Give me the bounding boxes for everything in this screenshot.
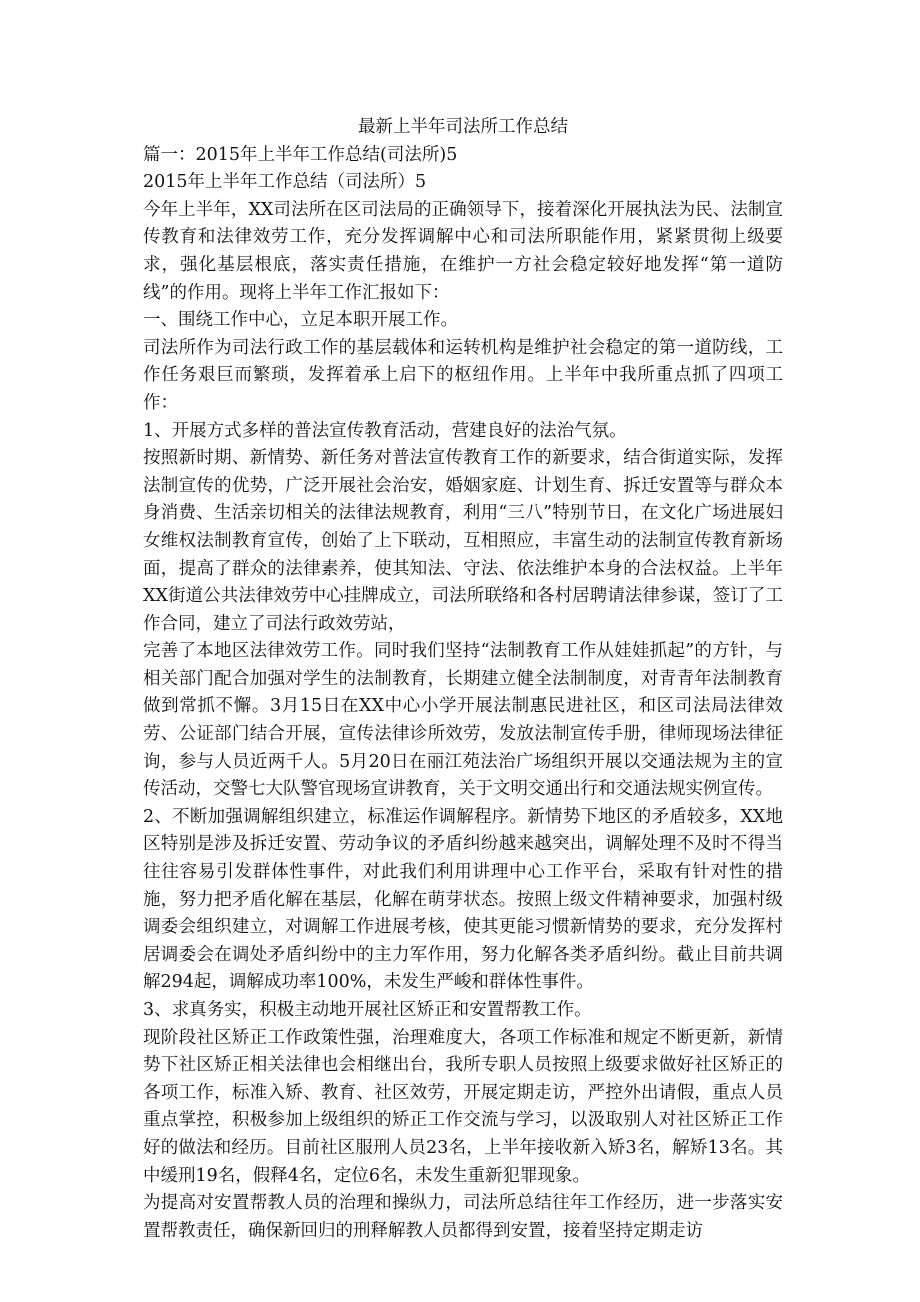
document-title: 最新上半年司法所工作总结	[358, 117, 568, 137]
body-paragraph: 司法所作为司法行政工作的基层载体和运转机构是维护社会稳定的第一道防线，工作任务艰巨而繁琐，发挥着承上启下的枢纽作用。上半年中我所重点抓了四项工作：	[143, 337, 783, 413]
body-paragraph: 按照新时期、新情势、新任务对普法宣传教育工作的新要求，结合街道实际，发挥法制宣传的优势，广泛开展社会治安，婚姻家庭、计划生育、拆迁安置等与群众本身消费、生活亲切相关的法律法规教育，利用“三八”特别节日，在文化广场进展妇女维权法制教育宣传，创始了上下联动，互相照应，丰富生动的法制宣传教育新场面，提高了群众的法律素养，使其知法、守法、依法维护本身的合法权益。上半年XX街道公共法律效劳中心挂牌成立，司法所联络和各村居聘请法律参谋，签订了工作合同，建立了司法行政效劳站，	[143, 448, 783, 634]
body-paragraph: 完善了本地区法律效劳工作。同时我们坚持“法制教育工作从娃娃抓起”的方针，与相关部门配合加强对学生的法制教育，长期建立健全法制制度，对青青年法制教育做到常抓不懈。3月15日在XX中心小学开展法制惠民进社区，和区司法局法律效劳、公证部门结合开展，宣传法律诊所效劳，发放法制宣传手册，律师现场法律征询，参与人员近两千人。5月20日在丽江苑法治广场组织开展以交通法规为主的宣传活动，交警七大队警官现场宣讲教育，关于文明交通出行和交通法规实例宣传。	[143, 641, 783, 800]
body-paragraph: 现阶段社区矫正工作政策性强，治理难度大，各项工作标准和规定不断更新，新情势下社区矫正相关法律也会相继出台，我所专职人员按照上级要求做好社区矫正的各项工作，标准入矫、教育、社区效劳，开展定期走访，严控外出请假，重点人员重点掌控，积极参加上级组织的矫正工作交流与学习，以汲取别人对社区矫正工作好的做法和经历。目前社区服刑人员23名，上半年接收新入矫3名，解矫13名。其中缓刑19名，假释4名，定位6名，未发生重新犯罪现象。	[143, 1027, 783, 1186]
item-heading-1: 1、开展方式多样的普法宣传教育活动，营建良好的法治气氛。	[143, 420, 627, 441]
document-page	[143, 114, 783, 1245]
intro-paragraph: 今年上半年，XX司法所在区司法局的正确领导下，接着深化开展执法为民、法制宣传教育和法律效劳工作，充分发挥调解中心和司法所职能作用，紧紧贯彻上级要求，强化基层根底，落实责任措施，在维护一方社会稳定较好地发挥“第一道防线”的作用。现将上半年工作汇报如下：	[143, 199, 783, 303]
body-paragraph: 为提高对安置帮教人员的治理和操纵力，司法所总结往年工作经历，进一步落实安置帮教责任，确保新回归的刑释解教人员都得到安置，接着坚持定期走访	[143, 1193, 783, 1241]
item-heading-3: 3、求真务实，积极主动地开展社区矫正和安置帮教工作。	[143, 1000, 592, 1020]
item-heading-2-paragraph: 2、不断加强调解组织建立，标准运作调解程序。新情势下地区的矛盾较多，XX地区特别是涉及拆迁安置、劳动争议的矛盾纠纷越来越突出，调解处理不及时不得当往往容易引发群体性事件，对此我们利用讲理中心工作平台，采取有针对性的措施，努力把矛盾化解在基层，化解在萌芽状态。按照上级文件精神要求，加强村级调委会组织建立，对调解工作进展考核，使其更能习惯新情势的要求，充分发挥村居调委会在调处矛盾纠纷中的主力军作用，努力化解各类矛盾纠纷。截止目前共调解294起，调解成功率100%，未发生严峻和群体性事件。	[143, 806, 783, 993]
section-heading-1: 一、围绕工作中心，立足本职开展工作。	[143, 310, 458, 331]
subtitle-line-1: 篇一：2015年上半年工作总结(司法所)5	[143, 144, 458, 165]
subtitle-line-2: 2015年上半年工作总结（司法所）5	[143, 172, 427, 193]
